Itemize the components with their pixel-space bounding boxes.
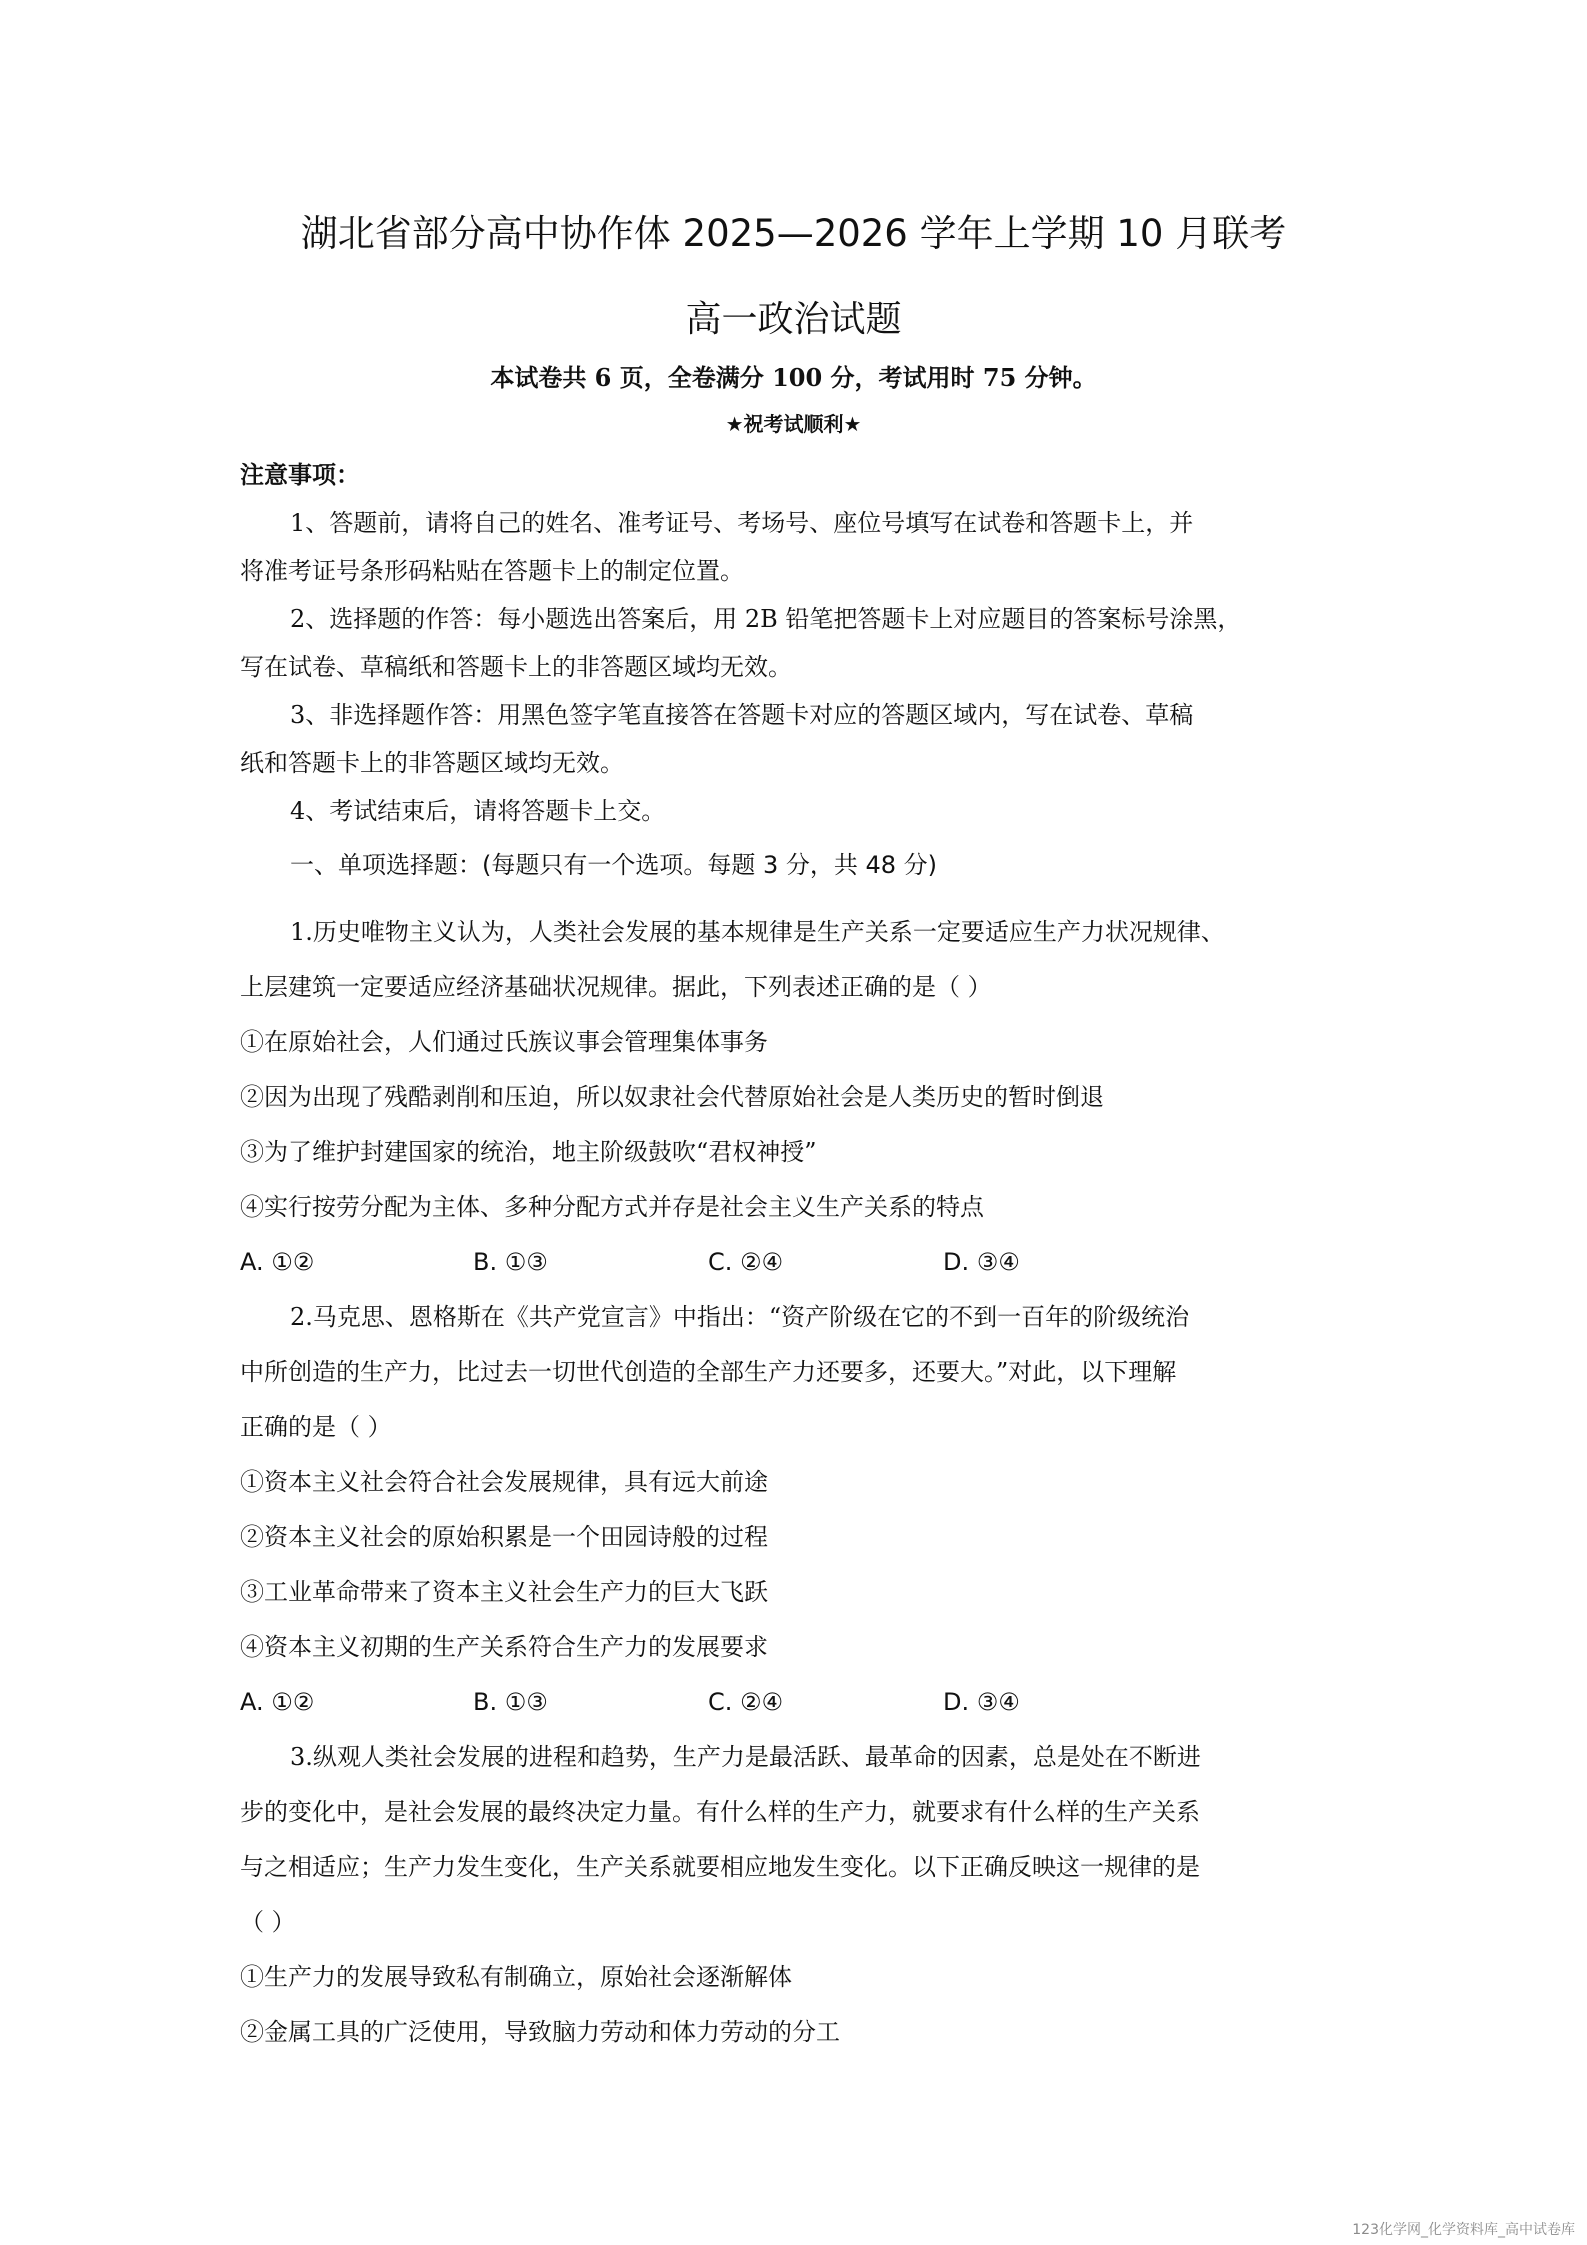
question-2-option-a[interactable]: A. ①② [240,1688,315,1716]
exam-title: 湖北省部分高中协作体 2025—2026 学年上学期 10 月联考 [300,212,1287,255]
watermark-footer: 123化学网_化学资料库_高中试卷库 [1352,2222,1575,2238]
question-3-stem-line-1: 3.纵观人类社会发展的进程和趋势，生产力是最活跃、最革命的因素，总是处在不断进 [290,1743,1201,1771]
question-3-statement-2: ②金属工具的广泛使用，导致脑力劳动和体力劳动的分工 [240,2018,840,2046]
exam-info: 本试卷共 6 页，全卷满分 100 分，考试用时 75 分钟。 [490,363,1097,392]
question-2-stem-line-3: 正确的是（ ） [240,1413,392,1441]
question-2-statement-4: ④资本主义初期的生产关系符合生产力的发展要求 [240,1633,768,1661]
section-heading: 一、单项选择题：(每题只有一个选项。每题 3 分，共 48 分) [290,851,938,879]
question-2-stem-line-1: 2.马克思、恩格斯在《共产党宣言》中指出：“资产阶级在它的不到一百年的阶级统治 [290,1303,1190,1331]
question-1-stem-line-1: 1.历史唯物主义认为，人类社会发展的基本规律是生产关系一定要适应生产力状况规律、 [290,918,1225,946]
question-2-option-c[interactable]: C. ②④ [708,1688,784,1716]
question-3-stem-line-3: 与之相适应；生产力发生变化，生产关系就要相应地发生变化。以下正确反映这一规律的是 [240,1853,1200,1881]
question-2-option-d[interactable]: D. ③④ [943,1688,1020,1716]
question-2-statement-1: ①资本主义社会符合社会发展规律，具有远大前途 [240,1468,768,1496]
question-1-option-c[interactable]: C. ②④ [708,1248,784,1276]
notice-item-2-line-2: 写在试卷、草稿纸和答题卡上的非答题区域均无效。 [240,653,792,681]
notice-item-3-line-1: 3、非选择题作答：用黑色签字笔直接答在答题卡对应的答题区域内，写在试卷、草稿 [290,701,1194,729]
question-1-statement-1: ①在原始社会，人们通过氏族议事会管理集体事务 [240,1028,768,1056]
question-1-statement-3: ③为了维护封建国家的统治，地主阶级鼓吹“君权神授” [240,1138,817,1166]
exam-subtitle: 高一政治试题 [685,299,902,340]
good-luck-banner: ★祝考试顺利★ [725,412,862,436]
question-2-option-b[interactable]: B. ①③ [473,1688,548,1716]
notice-item-1-line-1: 1、答题前，请将自己的姓名、准考证号、考场号、座位号填写在试卷和答题卡上，并 [290,509,1194,537]
question-1-statement-4: ④实行按劳分配为主体、多种分配方式并存是社会主义生产关系的特点 [240,1193,984,1221]
question-3-stem-line-2: 步的变化中，是社会发展的最终决定力量。有什么样的生产力，就要求有什么样的生产关系 [240,1798,1200,1826]
notice-item-3-line-2: 纸和答题卡上的非答题区域均无效。 [240,749,624,777]
question-3-statement-1: ①生产力的发展导致私有制确立，原始社会逐渐解体 [240,1963,792,1991]
question-1-statement-2: ②因为出现了残酷剥削和压迫，所以奴隶社会代替原始社会是人类历史的暂时倒退 [240,1083,1104,1111]
notice-item-2-line-1: 2、选择题的作答：每小题选出答案后，用 2B 铅笔把答题卡上对应题目的答案标号涂黑， [290,605,1242,633]
question-2-statement-3: ③工业革命带来了资本主义社会生产力的巨大飞跃 [240,1578,768,1606]
question-1-option-d[interactable]: D. ③④ [943,1248,1020,1276]
notice-item-1-line-2: 将准考证号条形码粘贴在答题卡上的制定位置。 [240,557,744,585]
question-2-statement-2: ②资本主义社会的原始积累是一个田园诗般的过程 [240,1523,768,1551]
notice-heading: 注意事项： [240,460,360,489]
question-2-stem-line-2: 中所创造的生产力，比过去一切世代创造的全部生产力还要多，还要大。”对此，以下理解 [240,1358,1177,1386]
question-3-stem-line-4: （ ） [240,1908,296,1936]
notice-item-4-line-1: 4、考试结束后，请将答题卡上交。 [290,797,666,825]
question-1-option-a[interactable]: A. ①② [240,1248,315,1276]
question-1-option-b[interactable]: B. ①③ [473,1248,548,1276]
question-1-stem-line-2: 上层建筑一定要适应经济基础状况规律。据此，下列表述正确的是（ ） [240,973,992,1001]
